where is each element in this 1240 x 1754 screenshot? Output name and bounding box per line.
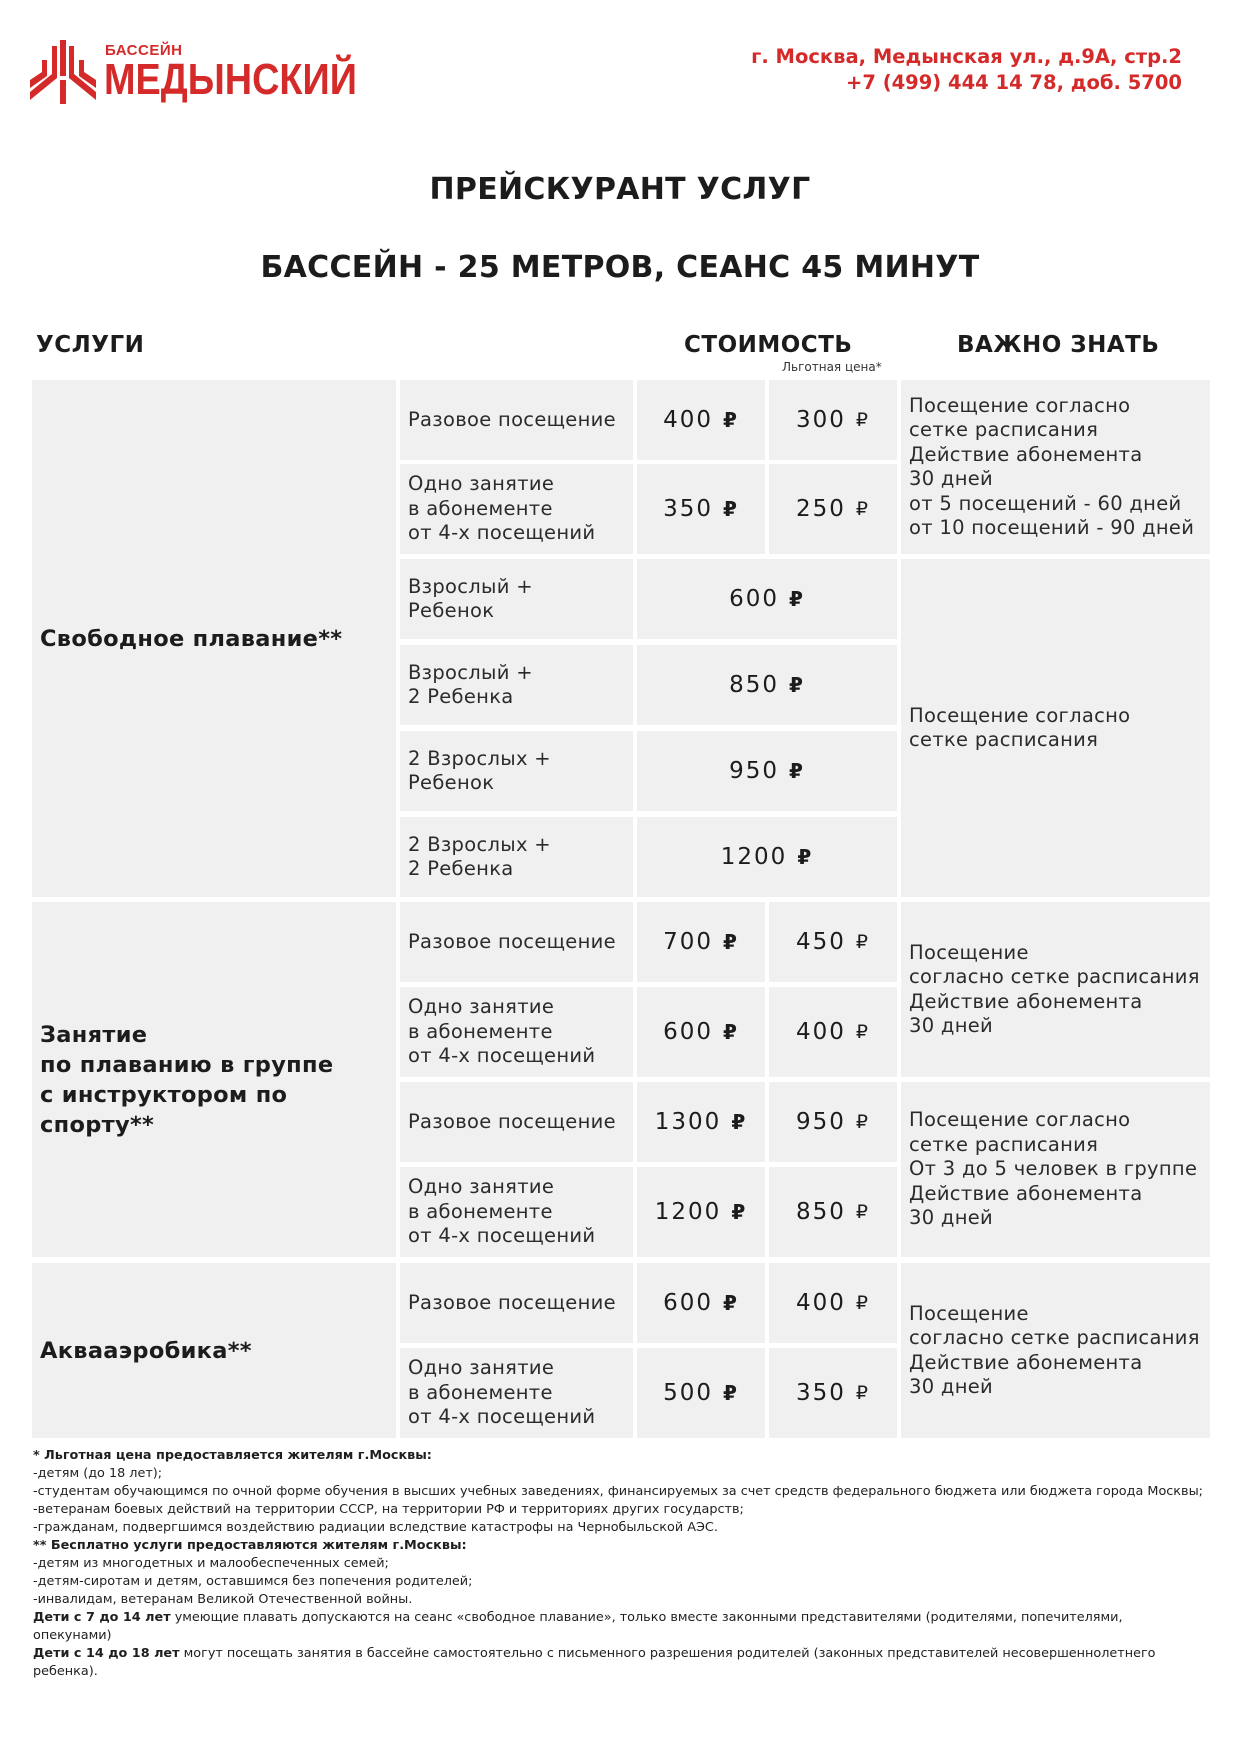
kids-7-14-note: Дети с 7 до 14 лет умеющие плавать допускаются на сеанс «свободное плавание», только вместе законными представителями (родителями, попечителями, опекунами)	[33, 1610, 1123, 1643]
price-cell	[637, 1167, 765, 1257]
column-header-info: ВАЖНО ЗНАТЬ	[957, 332, 1160, 358]
ruble-icon: ₽	[788, 759, 805, 783]
option-cell: Одно занятие в абонементе от 4-х посещений	[400, 1348, 633, 1438]
option-cell: Разовое посещение	[400, 1082, 633, 1162]
price-cell	[637, 464, 765, 554]
price-cell	[637, 731, 897, 811]
discount-footnote-item: -гражданам, подвергшимся воздействию радиации вследствие катастрофы на Чернобыльской АЭС.	[33, 1520, 718, 1535]
price-value: 400	[663, 407, 713, 433]
ruble-icon: ₽	[731, 1200, 748, 1224]
ruble-icon: ₽	[855, 1292, 870, 1314]
ruble-icon: ₽	[722, 930, 739, 954]
price-cell	[637, 645, 897, 725]
page-title: ПРЕЙСКУРАНТ УСЛУГ	[429, 172, 811, 207]
price-cell	[637, 1263, 765, 1343]
free-footnote-item: -инвалидам, ветеранам Великой Отечественной войны.	[33, 1592, 413, 1607]
option-cell: Разовое посещение	[400, 902, 633, 982]
ruble-icon: ₽	[855, 1201, 870, 1223]
footnotes	[33, 1447, 1203, 1681]
ruble-icon: ₽	[855, 409, 870, 431]
option-cell: Взрослый + 2 Ребенка	[400, 645, 633, 725]
ruble-icon: ₽	[797, 845, 814, 869]
ruble-icon: ₽	[722, 1291, 739, 1315]
ruble-icon: ₽	[855, 498, 870, 520]
option-cell: Одно занятие в абонементе от 4-х посещений	[400, 987, 633, 1077]
price-value: 850	[729, 672, 779, 698]
price-value: 1200	[720, 844, 788, 870]
ruble-icon: ₽	[722, 497, 739, 521]
info-cell: Посещение согласно сетке расписания Действие абонемента 30 дней от 5 посещений - 60 дней от 10 посещений - 90 дней	[901, 380, 1210, 554]
discount-value: 450	[796, 929, 846, 955]
service-group-swim: Занятие по плаванию в группе с инструктором по спорту**	[32, 902, 396, 1257]
ruble-icon: ₽	[855, 1382, 870, 1404]
option-cell: Одно занятие в абонементе от 4-х посещений	[400, 464, 633, 554]
column-header-discount-note: Льготная цена*	[782, 360, 882, 374]
address: г. Москва, Медынская ул., д.9А, стр.2	[751, 45, 1182, 68]
discount-value: 250	[796, 496, 846, 522]
discount-price-cell	[769, 902, 897, 982]
ruble-icon: ₽	[731, 1110, 748, 1134]
ruble-icon: ₽	[722, 1381, 739, 1405]
info-cell: Посещение согласно сетке расписания От 3 до 5 человек в группе Действие абонемента 30 дней	[901, 1082, 1210, 1257]
discount-price-cell	[769, 1263, 897, 1343]
column-header-price: СТОИМОСТЬ	[684, 332, 853, 358]
option-cell: Одно занятие в абонементе от 4-х посещений	[400, 1167, 633, 1257]
price-cell	[637, 817, 897, 897]
info-cell: Посещение согласно сетке расписания Действие абонемента 30 дней	[901, 902, 1210, 1077]
price-value: 600	[663, 1290, 713, 1316]
discount-price-cell	[769, 987, 897, 1077]
price-value: 700	[663, 929, 713, 955]
price-value: 950	[729, 758, 779, 784]
ruble-icon: ₽	[855, 1111, 870, 1133]
price-cell	[637, 1082, 765, 1162]
logo	[30, 38, 357, 108]
option-cell: 2 Взрослых + Ребенок	[400, 731, 633, 811]
option-cell: Взрослый + Ребенок	[400, 559, 633, 639]
price-cell	[637, 902, 765, 982]
service-free-swim: Свободное плавание**	[32, 380, 396, 897]
discount-value: 400	[796, 1019, 846, 1045]
discount-price-cell	[769, 1082, 897, 1162]
info-cell: Посещение согласно сетке расписания	[901, 559, 1210, 897]
ruble-icon: ₽	[722, 408, 739, 432]
discount-value: 950	[796, 1109, 846, 1135]
logo-emblem-icon	[30, 40, 96, 104]
free-footnote-item: -детям из многодетных и малообеспеченных семей;	[33, 1556, 389, 1571]
price-cell	[637, 987, 765, 1077]
ruble-icon: ₽	[788, 673, 805, 697]
discount-footnote-title: * Льготная цена предоставляется жителям г.Москвы:	[33, 1448, 432, 1463]
discount-footnote-item: -ветеранам боевых действий на территории СССР, на территории РФ и территориях других государств;	[33, 1502, 744, 1517]
service-aqua-aerobics: Аквааэробика**	[32, 1263, 396, 1438]
discount-value: 350	[796, 1380, 846, 1406]
logo-big-text: МЕДЫНСКИЙ	[104, 55, 357, 104]
option-cell: Разовое посещение	[400, 1263, 633, 1343]
ruble-icon: ₽	[788, 587, 805, 611]
ruble-icon: ₽	[855, 1021, 870, 1043]
ruble-icon: ₽	[722, 1020, 739, 1044]
kids-14-18-note: Дети с 14 до 18 лет могут посещать занятия в бассейне самостоятельно с письменного разрешения родителей (законных представителей несовершеннолетнего ребенка).	[33, 1646, 1156, 1679]
price-value: 350	[663, 496, 713, 522]
price-cell	[637, 380, 765, 460]
discount-value: 400	[796, 1290, 846, 1316]
discount-price-cell	[769, 464, 897, 554]
discount-price-cell	[769, 380, 897, 460]
price-value: 1300	[654, 1109, 722, 1135]
free-footnote-item: -детям-сиротам и детям, оставшимся без попечения родителей;	[33, 1574, 473, 1589]
price-value: 1200	[654, 1199, 722, 1225]
price-value: 600	[663, 1019, 713, 1045]
free-footnote-title: ** Бесплатно услуги предоставляются жителям г.Москвы:	[33, 1538, 467, 1553]
contact-block	[751, 44, 1182, 96]
logo-small-text: БАССЕЙН	[105, 42, 183, 59]
discount-price-cell	[769, 1167, 897, 1257]
discount-price-cell	[769, 1348, 897, 1438]
price-cell	[637, 559, 897, 639]
price-value: 500	[663, 1380, 713, 1406]
option-cell: Разовое посещение	[400, 380, 633, 460]
price-value: 600	[729, 586, 779, 612]
discount-footnote-item: -детям (до 18 лет);	[33, 1466, 163, 1481]
option-cell: 2 Взрослых + 2 Ребенка	[400, 817, 633, 897]
discount-value: 850	[796, 1199, 846, 1225]
page-subtitle: БАССЕЙН - 25 МЕТРОВ, СЕАНС 45 МИНУТ	[260, 250, 980, 285]
discount-footnote-item: -студентам обучающимся по очной форме обучения в высших учебных заведениях, финансируемых за счет средств федерального бюджета или бюджета города Москвы;	[33, 1484, 1203, 1499]
column-header-services: УСЛУГИ	[36, 332, 145, 358]
price-cell	[637, 1348, 765, 1438]
info-cell: Посещение согласно сетке расписания Действие абонемента 30 дней	[901, 1263, 1210, 1438]
discount-value: 300	[796, 407, 846, 433]
ruble-icon: ₽	[855, 931, 870, 953]
phone[interactable]: +7 (499) 444 14 78, доб. 5700	[846, 71, 1182, 94]
